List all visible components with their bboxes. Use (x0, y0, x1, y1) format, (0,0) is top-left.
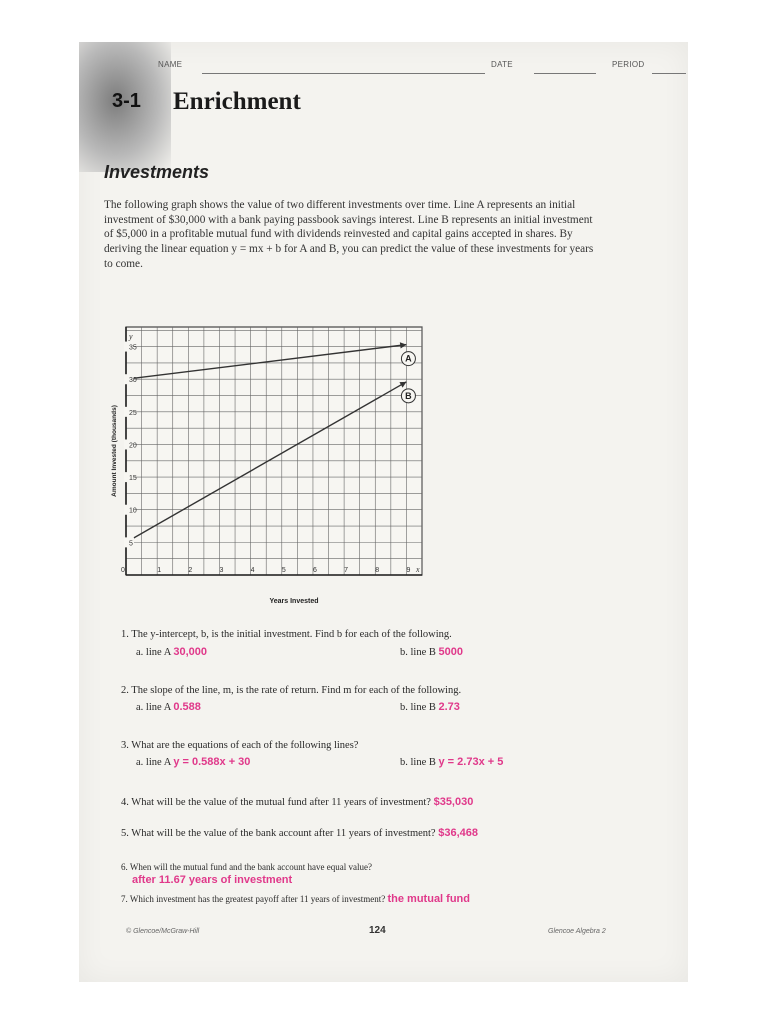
q2a-label (136, 701, 201, 713)
date-label: DATE (491, 60, 513, 69)
q5-answer: $36,468 (438, 827, 478, 839)
x-tick-label: 4 (250, 567, 255, 574)
question-3: 3. What are the equations of each of the following lines? (121, 740, 359, 751)
q1a-label-text: a. line A (136, 647, 171, 658)
q3a-label-text: a. line A (136, 757, 171, 768)
x-axis-letter: x (416, 565, 420, 574)
q4-text: 4. What will be the value of the mutual fund after 11 years of investment? (121, 797, 431, 808)
x-tick-label: 1 (157, 567, 162, 574)
name-label: NAME (158, 60, 183, 69)
name-line (202, 73, 485, 74)
q4-answer: $35,030 (433, 796, 474, 808)
question-7 (121, 893, 470, 905)
series-label-B: B (405, 390, 412, 401)
q2a-answer: 0.588 (173, 701, 201, 713)
question-5 (121, 827, 478, 839)
y-tick-label: 5 (129, 540, 133, 548)
question-1: 1. The y-intercept, b, is the initial investment. Find b for each of the following. (121, 629, 452, 640)
q2b-answer: 2.73 (438, 701, 460, 713)
grid-layer (126, 327, 422, 575)
q7-answer: the mutual fund (387, 893, 470, 905)
x-tick-label: 3 (219, 567, 224, 574)
q1a-answer: 30,000 (173, 646, 207, 658)
x-tick-label: 0 (121, 567, 125, 574)
date-line (534, 73, 596, 74)
x-axis-title: Years Invested (269, 598, 319, 605)
y-tick-label: 10 (129, 507, 137, 515)
y-tick-label: 20 (129, 442, 137, 450)
period-line (652, 73, 686, 74)
lesson-number: 3-1 (112, 90, 141, 112)
footer-book: Glencoe Algebra 2 (548, 928, 606, 935)
q3b-answer: y = 2.73x + 5 (438, 756, 504, 768)
question-6: 6. When will the mutual fund and the bank account have equal value? (121, 862, 372, 872)
section-title: Investments (104, 162, 210, 182)
x-tick-label: 8 (375, 567, 380, 574)
x-tick-label: 2 (188, 567, 193, 574)
q2b-label (400, 701, 460, 713)
footer-copyright: © Glencoe/McGraw-Hill (126, 928, 200, 935)
investment-graph (104, 315, 434, 615)
period-label: PERIOD (612, 60, 645, 69)
y-tick-label: 30 (129, 377, 137, 385)
y-tick-label: 15 (129, 475, 137, 483)
q3b-label-text: b. line B (400, 757, 436, 768)
intro-paragraph: The following graph shows the value of two different investments over time. Line A represents an initial investment of $30,000 with a bank paying passbook savings interest. Line B represents an initial investment of $5,000 in a profitable mutual fund with dividends reinvested and capital gains accepted in shares. By deriving the linear equation y = mx + b for A and B, you can predict the value of these investments for years to come. (104, 199, 594, 270)
x-tick-label: 6 (312, 567, 317, 574)
y-tick-label: 25 (129, 409, 137, 417)
q5-text: 5. What will be the value of the bank account after 11 years of investment? (121, 828, 436, 839)
x-tick-label: 5 (281, 567, 286, 574)
q2a-label-text: a. line A (136, 702, 171, 713)
y-axis-letter: y (129, 332, 133, 341)
x-tick-label: 7 (344, 567, 349, 574)
question-4 (121, 796, 473, 808)
page-number: 124 (369, 925, 386, 936)
q2b-label-text: b. line B (400, 702, 436, 713)
q6-answer: after 11.67 years of investment (132, 874, 293, 886)
q1b-label (400, 646, 463, 658)
q3b-label (400, 756, 503, 768)
q3a-label (136, 756, 250, 768)
y-axis-title: Amount Invested (thousands) (111, 405, 118, 497)
q3a-answer: y = 0.588x + 30 (173, 756, 251, 768)
q1b-answer: 5000 (438, 646, 463, 658)
series-label-A: A (405, 353, 412, 364)
q1a-label (136, 646, 207, 658)
q7-text: 7. Which investment has the greatest payoff after 11 years of investment? (121, 894, 386, 904)
y-tick-label: 35 (129, 344, 137, 352)
q1b-label-text: b. line B (400, 647, 436, 658)
plot-frame (126, 327, 422, 575)
lesson-title: Enrichment (173, 88, 301, 115)
question-2: 2. The slope of the line, m, is the rate of return. Find m for each of the following. (121, 685, 462, 696)
x-tick-label: 9 (406, 567, 411, 574)
